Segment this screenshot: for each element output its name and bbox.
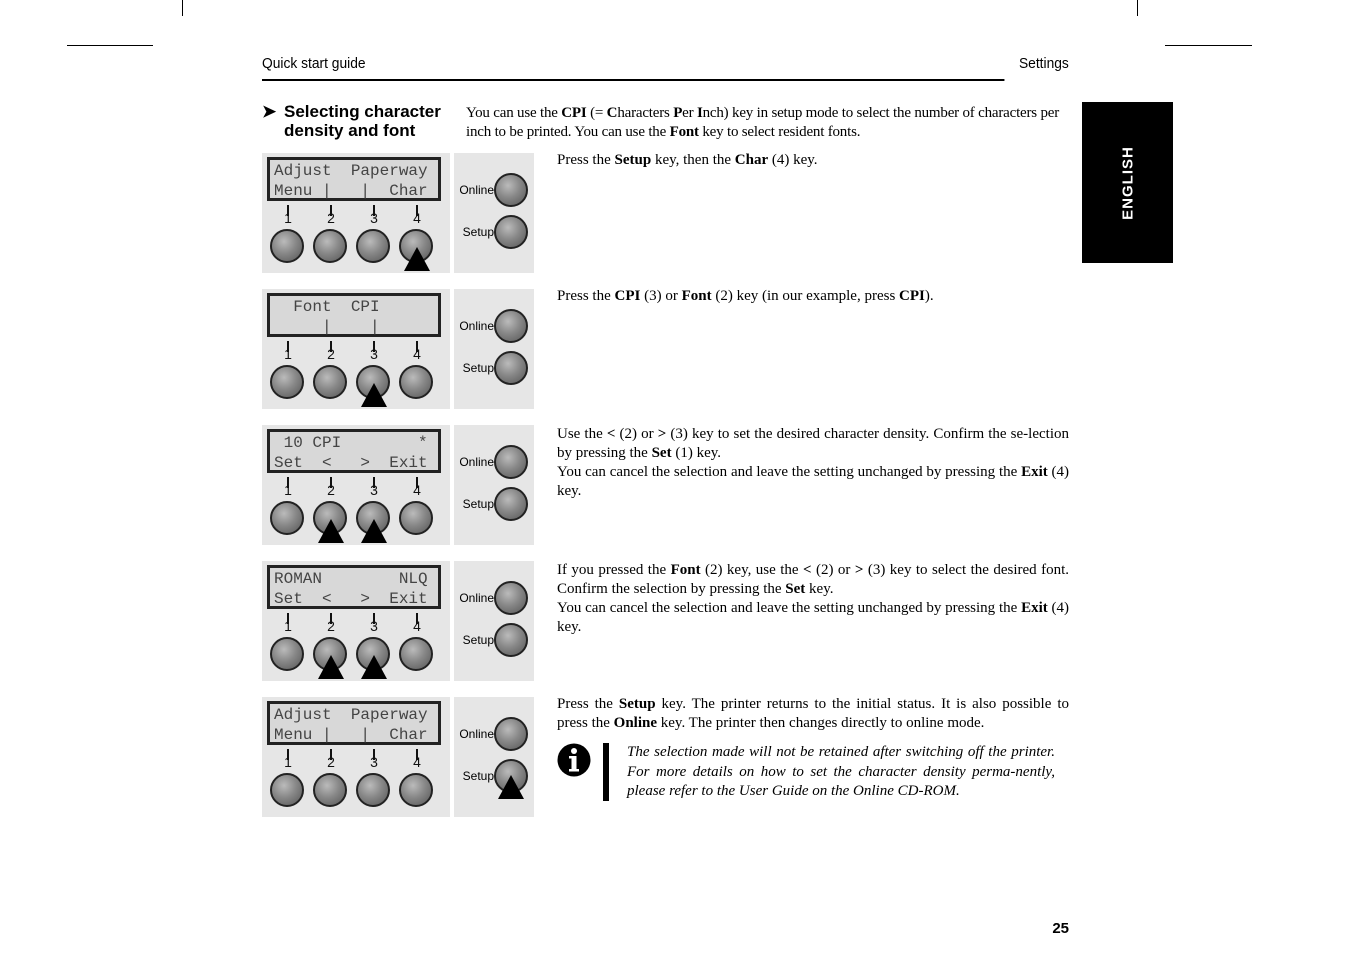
online-button[interactable]: [494, 717, 528, 751]
key-number: 4: [413, 346, 421, 362]
step-bold: >: [657, 426, 667, 442]
key-number: 1: [284, 482, 292, 498]
setup-label: Setup: [462, 361, 494, 375]
key-2-button[interactable]: [313, 365, 347, 399]
lcd-line-1: Font CPI: [274, 298, 380, 316]
step-description: [557, 425, 1069, 501]
key-number: 4: [413, 482, 421, 498]
setup-label: Setup: [462, 225, 494, 239]
step-text: key, then the: [651, 152, 735, 168]
language-tab-label: ENGLISH: [1119, 145, 1136, 220]
key-number: 3: [370, 754, 378, 770]
step-text: (4) key.: [768, 152, 818, 168]
key-4-button[interactable]: [399, 773, 433, 807]
lcd-display: [267, 429, 441, 473]
step-paragraph: [557, 695, 1069, 733]
online-label: Online: [459, 591, 494, 605]
side-keys-panel: [454, 153, 534, 273]
key-number: 2: [327, 210, 335, 226]
step-bold: <: [606, 426, 616, 442]
step-text: Press the: [557, 696, 619, 712]
step-bold: Setup: [618, 696, 656, 712]
setup-label: Setup: [462, 769, 494, 783]
step-description: [557, 151, 1069, 170]
lcd-panel: [262, 425, 450, 545]
lcd-display: [267, 565, 441, 609]
header-right: Settings: [1018, 55, 1069, 72]
key-number: 3: [370, 210, 378, 226]
key-number: 1: [284, 346, 292, 362]
intro-text: You can use the: [466, 105, 562, 121]
lcd-panel: [262, 153, 450, 273]
press-arrow-icon: [318, 655, 344, 679]
key-number: 1: [284, 210, 292, 226]
online-button[interactable]: [494, 309, 528, 343]
step-bold: Font: [681, 288, 712, 304]
key-number: 3: [370, 346, 378, 362]
key-number: 3: [370, 482, 378, 498]
key-2-button[interactable]: [313, 229, 347, 263]
key-number: 2: [327, 618, 335, 634]
key-1-button[interactable]: [270, 501, 304, 535]
setup-button[interactable]: [494, 487, 528, 521]
step-text: (3) key to set the desired character density. Confirm the se-lection by pressing the: [557, 426, 1069, 461]
lcd-line-2: Set < > Exit: [274, 454, 428, 472]
info-icon: [557, 743, 591, 777]
side-keys-panel: [454, 697, 534, 817]
step-paragraph: [557, 561, 1069, 599]
step-text: key. The printer then changes directly to online mode.: [657, 715, 985, 731]
step-text: (4) key.: [557, 464, 1069, 499]
setup-button[interactable]: [494, 351, 528, 385]
lcd-line-1: Adjust Paperway: [274, 162, 428, 180]
side-keys-panel: [454, 561, 534, 681]
step-text: If you pressed the: [557, 562, 671, 578]
step-text: key. The printer returns to the initial status. It is also possible to press the: [557, 696, 1069, 731]
online-label: Online: [459, 727, 494, 741]
step-text: (2) or: [811, 562, 855, 578]
page-number: 25: [1052, 920, 1069, 937]
intro-bold: C: [606, 105, 618, 121]
lcd-line-2: | |: [274, 318, 380, 336]
control-panel-illustration: [262, 697, 534, 817]
control-panel-illustration: [262, 153, 534, 273]
step-text: (3) or: [640, 288, 682, 304]
step-bold: Set: [651, 445, 672, 461]
step-text: (1) key.: [671, 445, 722, 461]
intro-text: key to select resident fonts.: [698, 124, 861, 140]
online-button[interactable]: [494, 173, 528, 207]
setup-button[interactable]: [494, 623, 528, 657]
step-text: ).: [924, 288, 934, 304]
lcd-line-2: Menu | | Char: [274, 182, 428, 200]
intro-text: (=: [586, 105, 607, 121]
step-paragraph: [557, 463, 1069, 501]
lcd-panel: [262, 697, 450, 817]
step-bold: CPI: [614, 288, 641, 304]
step-text: Press the: [557, 152, 615, 168]
page-header: [262, 55, 1069, 81]
key-3-button[interactable]: [356, 773, 390, 807]
lcd-display: [267, 157, 441, 201]
setup-label: Setup: [462, 633, 494, 647]
crop-mark: [182, 0, 183, 16]
online-label: Online: [459, 319, 494, 333]
step-paragraph: [557, 599, 1069, 637]
key-number: 4: [413, 618, 421, 634]
control-panel-illustration: [262, 289, 534, 409]
control-panel-illustration: [262, 561, 534, 681]
key-number: 2: [327, 346, 335, 362]
key-number: 4: [413, 210, 421, 226]
intro-bold: Font: [669, 124, 699, 140]
lcd-panel: [262, 289, 450, 409]
intro-text: haracters: [617, 105, 674, 121]
setup-button[interactable]: [494, 215, 528, 249]
arrow-icon: ➤: [262, 102, 277, 121]
intro-text: nch) key in setup mode to select the number of characters per inch to be printed. You can use the: [466, 105, 1060, 140]
step-description: [557, 695, 1069, 733]
key-1-button[interactable]: [270, 773, 304, 807]
section-title-text: Selecting character density and font: [284, 102, 441, 140]
key-number: 1: [284, 618, 292, 634]
step-text: You can cancel the selection and leave the setting unchanged by pressing the: [557, 600, 1022, 616]
key-number: 1: [284, 754, 292, 770]
step-bold: Online: [613, 715, 658, 731]
key-4-button[interactable]: [399, 501, 433, 535]
key-number: 2: [327, 482, 335, 498]
side-keys-panel: [454, 289, 534, 409]
setup-label: Setup: [462, 497, 494, 511]
step-bold: <: [803, 562, 812, 578]
crop-mark: [1165, 45, 1252, 46]
online-button[interactable]: [494, 445, 528, 479]
step-text: You can cancel the selection and leave the setting unchanged by pressing the: [557, 464, 1022, 480]
lcd-line-2: Menu | | Char: [274, 726, 428, 744]
step-bold: Setup: [614, 152, 652, 168]
step-paragraph: [557, 151, 1069, 170]
crop-mark: [1137, 0, 1138, 16]
lcd-line-1: Adjust Paperway: [274, 706, 428, 724]
key-3-button[interactable]: [356, 229, 390, 263]
side-keys-panel: [454, 425, 534, 545]
press-arrow-icon: [318, 519, 344, 543]
press-arrow-icon: [498, 775, 524, 799]
step-text: key.: [805, 581, 834, 597]
step-paragraph: [557, 287, 1069, 306]
step-bold: CPI: [899, 288, 925, 304]
press-arrow-icon: [361, 519, 387, 543]
step-text: Use the: [557, 426, 607, 442]
lcd-line-1: 10 CPI *: [274, 434, 428, 452]
intro-paragraph: [466, 104, 1070, 142]
intro-bold: P: [673, 105, 683, 121]
key-2-button[interactable]: [313, 773, 347, 807]
key-1-button[interactable]: [270, 637, 304, 671]
step-text: Press the: [557, 288, 615, 304]
step-bold: Exit: [1021, 464, 1048, 480]
press-arrow-icon: [361, 383, 387, 407]
step-bold: Font: [670, 562, 701, 578]
lcd-line-1: ROMAN NLQ: [274, 570, 428, 588]
step-description: [557, 287, 1069, 306]
intro-bold: I: [696, 105, 703, 121]
step-text: (2) or: [615, 426, 658, 442]
online-button[interactable]: [494, 581, 528, 615]
note-bar: [603, 743, 609, 801]
language-tab: [1082, 102, 1173, 263]
intro-bold: CPI: [561, 105, 587, 121]
key-number: 2: [327, 754, 335, 770]
lcd-line-2: Set < > Exit: [274, 590, 428, 608]
note-text: The selection made will not be retained after switching off the printer. For more details on how to set the character density perma-nently, please refer to the User Guide on the Online CD-ROM.: [627, 744, 1055, 799]
intro-text: er: [682, 105, 697, 121]
key-1-button[interactable]: [270, 229, 304, 263]
key-number: 4: [413, 754, 421, 770]
key-1-button[interactable]: [270, 365, 304, 399]
key-4-button[interactable]: [399, 365, 433, 399]
control-panel-illustration: [262, 425, 534, 545]
press-arrow-icon: [361, 655, 387, 679]
online-label: Online: [459, 455, 494, 469]
online-label: Online: [459, 183, 494, 197]
step-text: (2) key (in our example, press: [711, 288, 900, 304]
key-number: 3: [370, 618, 378, 634]
step-bold: >: [854, 562, 864, 578]
crop-mark: [67, 45, 153, 46]
lcd-display: [267, 701, 441, 745]
header-left: Quick start guide: [262, 55, 366, 72]
press-arrow-icon: [404, 247, 430, 271]
step-bold: Char: [734, 152, 769, 168]
step-paragraph: [557, 425, 1069, 463]
step-description: [557, 561, 1069, 637]
lcd-panel: [262, 561, 450, 681]
step-text: (4) key.: [557, 600, 1069, 635]
lcd-display: [267, 293, 441, 337]
step-bold: Set: [785, 581, 806, 597]
step-text: (2) key, use the: [700, 562, 803, 578]
step-bold: Exit: [1021, 600, 1048, 616]
key-4-button[interactable]: [399, 637, 433, 671]
step-text: (3) key to select the desired font. Confirm the selection by pressing the: [557, 562, 1069, 597]
